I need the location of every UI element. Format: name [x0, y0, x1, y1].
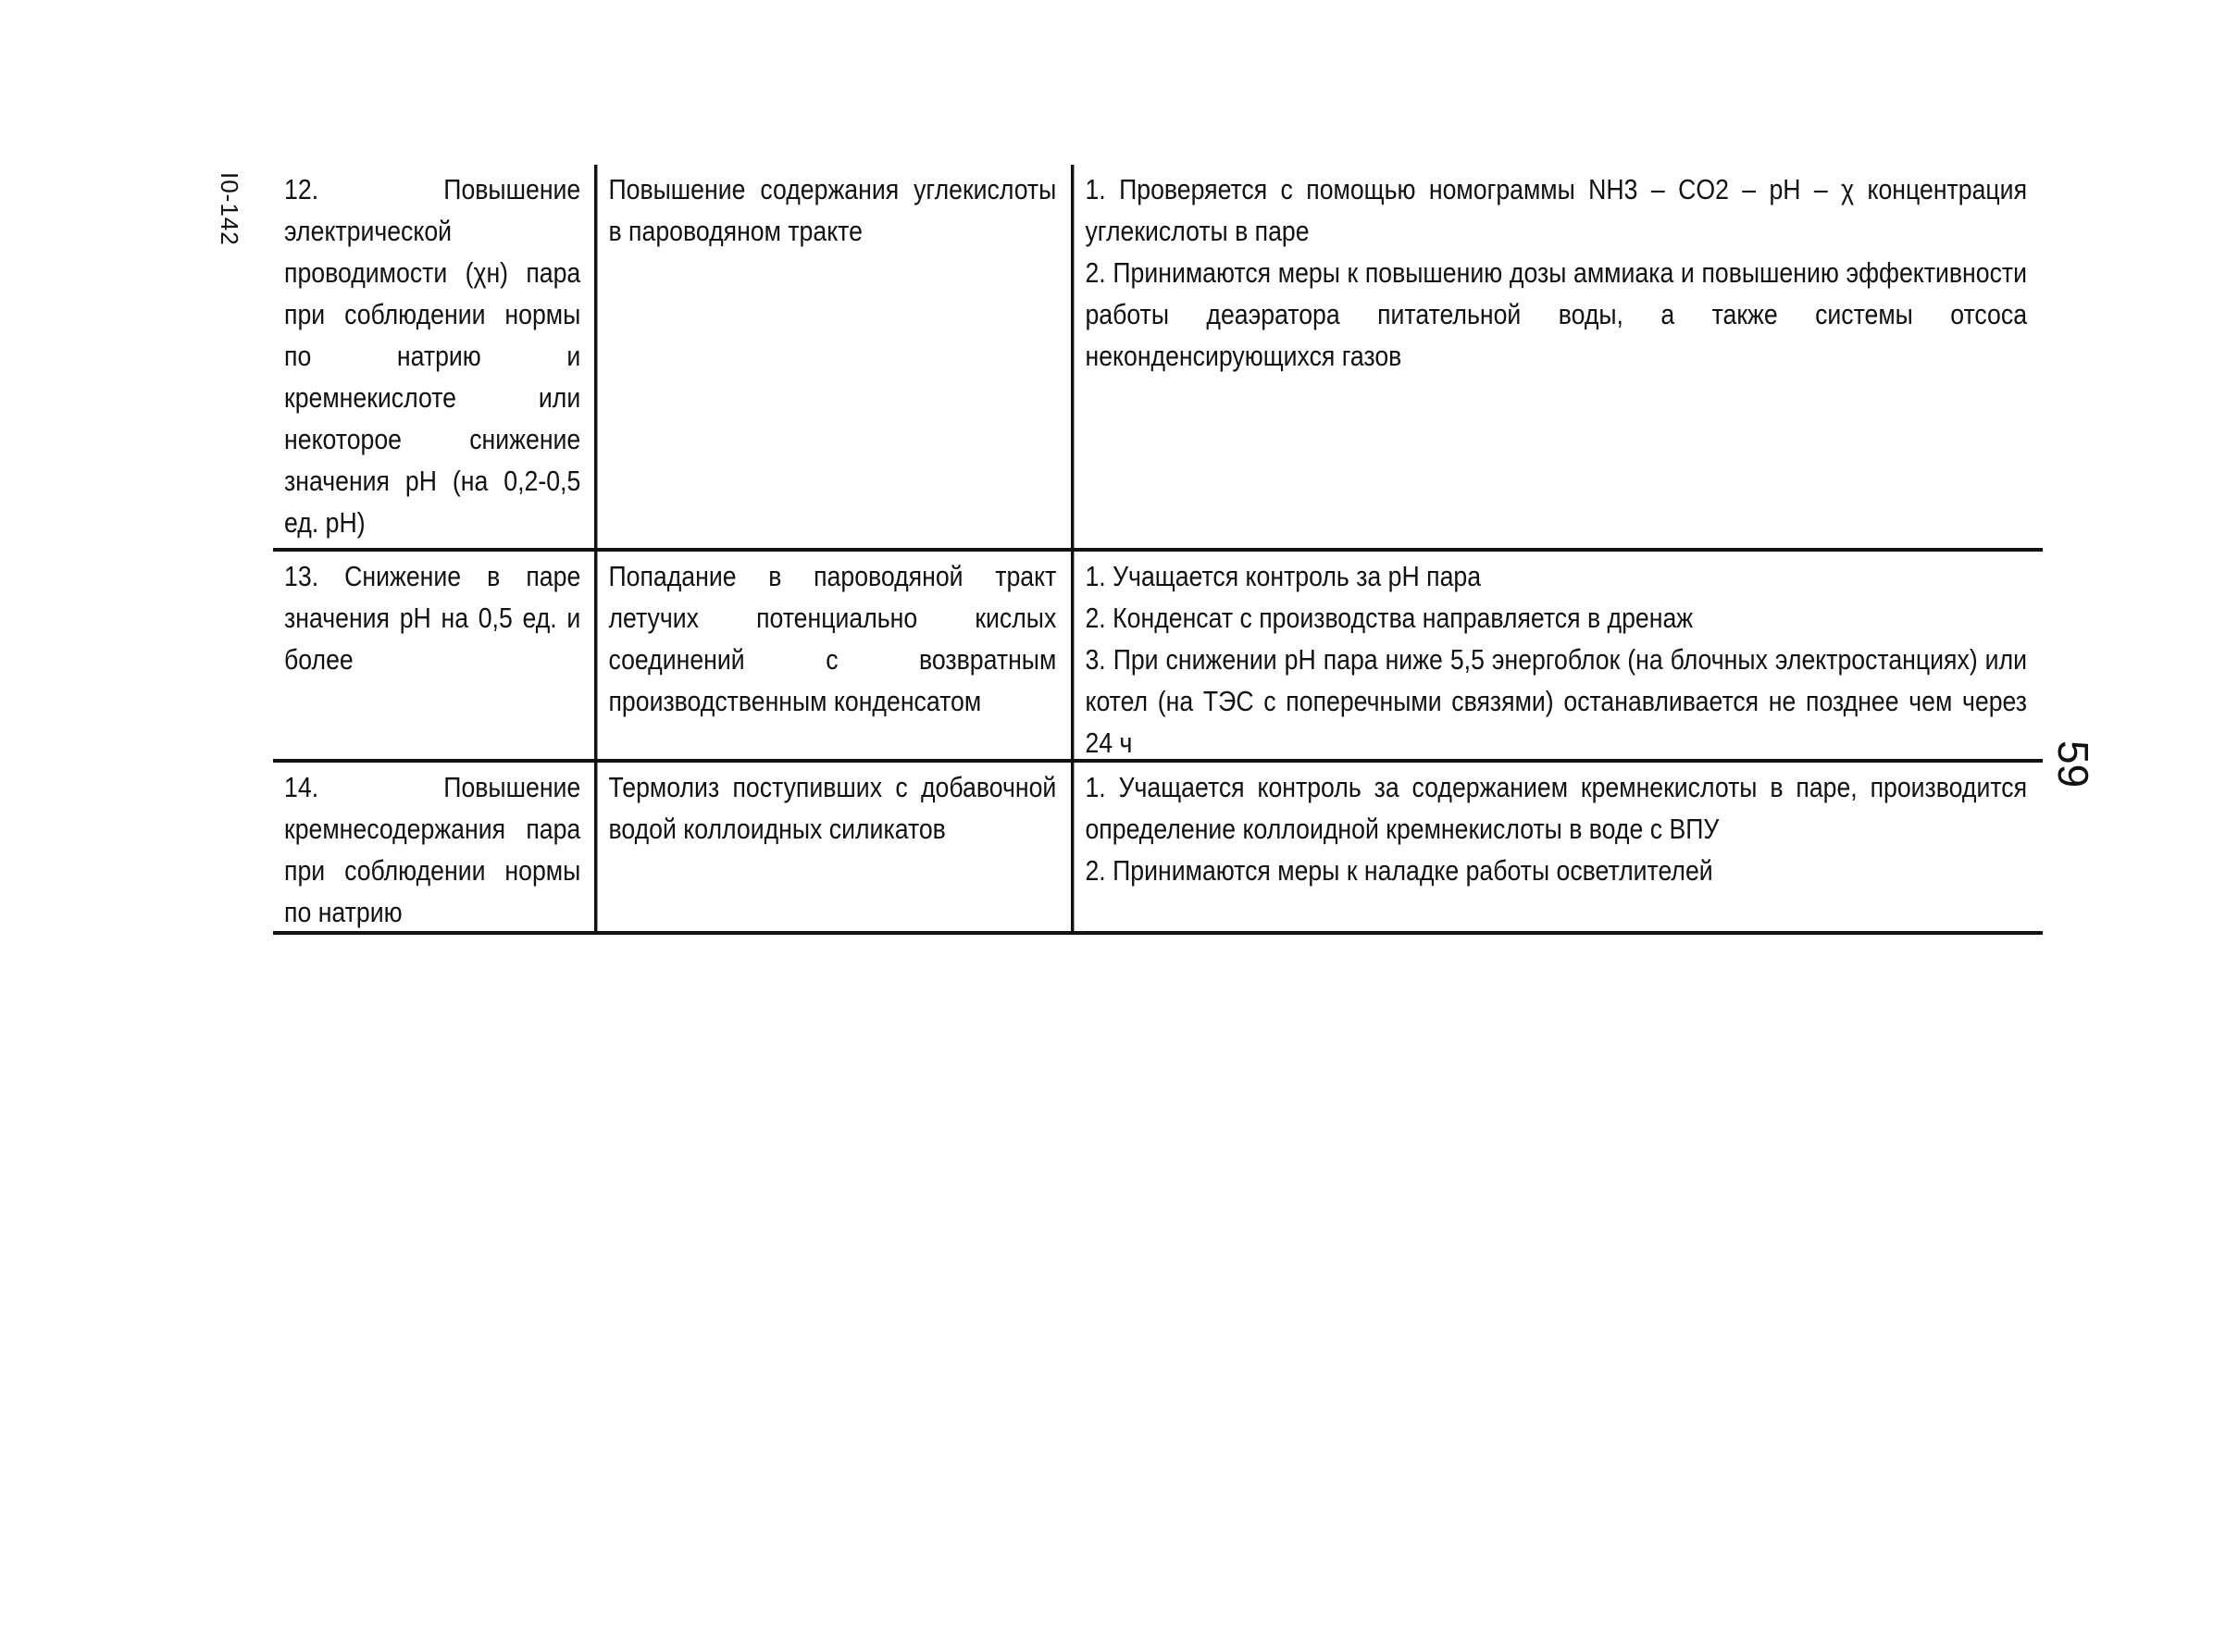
measures-cell: [1071, 552, 2028, 759]
measure-item: 1. Учащается контроль за рН пара: [1085, 560, 1482, 592]
violation-cell: 13. Снижение в паре значения рН на 0,5 ед. и более: [284, 560, 581, 676]
table-row: [273, 763, 2043, 935]
measure-item: 1. Проверяется с помощью номограммы NH3 – CO2 – pH – χ концентрация углекислоты в паре: [1085, 173, 2028, 247]
table-row: [273, 165, 2043, 552]
measure-item: 1. Учащается контроль за содержанием кремнекислоты в паре, производится определение коллоидной кремнекислоты в воде с ВПУ: [1085, 771, 2028, 845]
measures-cell: [1071, 165, 2028, 548]
document-code: I0-142: [216, 172, 243, 246]
measure-item: 2. Принимаются меры к повышению дозы аммиака и повышению эффективности работы деаэратора питательной воды, а также системы отсоса неконденсирующихся газов: [1085, 256, 2028, 372]
violation-cell: 14. Повышение кремнесодержания пара при соблюдении нормы по натрию: [284, 771, 581, 928]
measure-item: 3. При снижении рН пара ниже 5,5 энергоблок (на блочных электростанциях) или котел (на ТЭС с поперечными связями) останавливается не позднее чем через 24 ч: [1085, 643, 2028, 759]
remedy-table: [273, 165, 2043, 935]
measure-item: 2. Конденсат с производства направляется в дренаж: [1085, 602, 1694, 634]
cause-cell: Попадание в пароводяной тракт летучих потенциально кислых соединений с возвратным производственным конденсатом: [594, 552, 1004, 759]
violation-cell: 12. Повышение электрической проводимости (χн) пара при соблюдении нормы по натрию и кремнекислоте или некоторое снижение значения рН (на 0,2-0,5 ед. рН): [284, 173, 581, 539]
measures-cell: [1071, 763, 2028, 931]
cause-cell: Повышение содержания углекислоты в пароводяном тракте: [594, 165, 1004, 548]
cause-cell: Термолиз поступивших с добавочной водой коллоидных силикатов: [594, 763, 1004, 931]
measure-item: 2. Принимаются меры к наладке работы осветлителей: [1085, 854, 1713, 887]
table-row: [273, 552, 2043, 763]
page-number: 59: [2049, 740, 2097, 789]
